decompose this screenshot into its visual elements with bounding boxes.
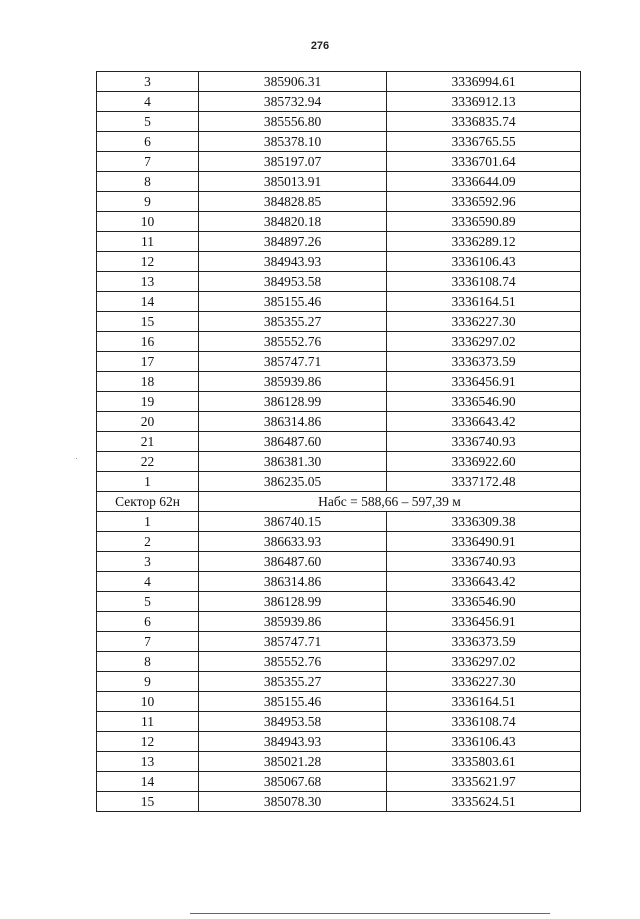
page-edge-line [190,913,550,914]
y-coordinate-cell: 3336309.38 [387,512,581,532]
y-coordinate-cell: 3336644.09 [387,172,581,192]
table-row [97,612,581,632]
point-number-cell: 3 [97,552,199,572]
point-number-cell: 5 [97,592,199,612]
table-row [97,392,581,412]
point-number-cell: 7 [97,152,199,172]
table-row [97,552,581,572]
x-coordinate-cell: 384953.58 [199,712,387,732]
table-row [97,412,581,432]
y-coordinate-cell: 3336740.93 [387,552,581,572]
point-number-cell: 19 [97,392,199,412]
x-coordinate-cell: 385732.94 [199,92,387,112]
table-row [97,452,581,472]
table-row [97,332,581,352]
x-coordinate-cell: 384953.58 [199,272,387,292]
table-row [97,172,581,192]
x-coordinate-cell: 386487.60 [199,552,387,572]
point-number-cell: 9 [97,192,199,212]
point-number-cell: 12 [97,252,199,272]
point-number-cell: 15 [97,792,199,812]
point-number-cell: 7 [97,632,199,652]
x-coordinate-cell: 386381.30 [199,452,387,472]
table-row [97,252,581,272]
point-number-cell: 10 [97,692,199,712]
x-coordinate-cell: 385747.71 [199,352,387,372]
x-coordinate-cell: 386487.60 [199,432,387,452]
x-coordinate-cell: 384820.18 [199,212,387,232]
point-number-cell: 21 [97,432,199,452]
table-row [97,152,581,172]
y-coordinate-cell: 3336108.74 [387,272,581,292]
point-number-cell: 13 [97,752,199,772]
y-coordinate-cell: 3336106.43 [387,252,581,272]
y-coordinate-cell: 3337172.48 [387,472,581,492]
x-coordinate-cell: 386235.05 [199,472,387,492]
sector-section [97,492,581,512]
coordinates-table [96,71,581,812]
y-coordinate-cell: 3335803.61 [387,752,581,772]
point-number-cell: 9 [97,672,199,692]
x-coordinate-cell: 385197.07 [199,152,387,172]
table-row [97,672,581,692]
sector-height-range: Набс = 588,66 – 597,39 м [199,492,581,512]
point-number-cell: 11 [97,232,199,252]
x-coordinate-cell: 386128.99 [199,392,387,412]
x-coordinate-cell: 386740.15 [199,512,387,532]
table-row [97,632,581,652]
x-coordinate-cell: 386314.86 [199,572,387,592]
point-number-cell: 13 [97,272,199,292]
y-coordinate-cell: 3336227.30 [387,312,581,332]
y-coordinate-cell: 3336701.64 [387,152,581,172]
point-number-cell: 10 [97,212,199,232]
x-coordinate-cell: 386314.86 [199,412,387,432]
y-coordinate-cell: 3336592.96 [387,192,581,212]
table-row [97,472,581,492]
table-row [97,772,581,792]
x-coordinate-cell: 386633.93 [199,532,387,552]
point-number-cell: 11 [97,712,199,732]
y-coordinate-cell: 3336765.55 [387,132,581,152]
point-number-cell: 18 [97,372,199,392]
x-coordinate-cell: 385378.10 [199,132,387,152]
x-coordinate-cell: 385021.28 [199,752,387,772]
y-coordinate-cell: 3336164.51 [387,292,581,312]
point-number-cell: 8 [97,652,199,672]
x-coordinate-cell: 385747.71 [199,632,387,652]
y-coordinate-cell: 3335621.97 [387,772,581,792]
table-row [97,572,581,592]
table-row [97,712,581,732]
x-coordinate-cell: 385013.91 [199,172,387,192]
table-row [97,272,581,292]
table-row [97,532,581,552]
point-number-cell: 16 [97,332,199,352]
x-coordinate-cell: 385155.46 [199,692,387,712]
y-coordinate-cell: 3335624.51 [387,792,581,812]
table-row [97,652,581,672]
table-row [97,112,581,132]
table-row [97,752,581,772]
point-number-cell: 2 [97,532,199,552]
table-row [97,192,581,212]
y-coordinate-cell: 3336297.02 [387,652,581,672]
page-number: 276 [310,40,330,52]
table-row [97,692,581,712]
y-coordinate-cell: 3336373.59 [387,352,581,372]
y-coordinate-cell: 3336490.91 [387,532,581,552]
y-coordinate-cell: 3336912.13 [387,92,581,112]
x-coordinate-cell: 385155.46 [199,292,387,312]
point-number-cell: 12 [97,732,199,752]
y-coordinate-cell: 3336164.51 [387,692,581,712]
y-coordinate-cell: 3336297.02 [387,332,581,352]
point-number-cell: 8 [97,172,199,192]
x-coordinate-cell: 385939.86 [199,612,387,632]
x-coordinate-cell: 386128.99 [199,592,387,612]
y-coordinate-cell: 3336590.89 [387,212,581,232]
table-row [97,72,581,92]
sector-label: Сектор 62н [97,492,199,512]
point-number-cell: 15 [97,312,199,332]
rows-before [97,72,581,492]
y-coordinate-cell: 3336108.74 [387,712,581,732]
y-coordinate-cell: 3336643.42 [387,412,581,432]
y-coordinate-cell: 3336106.43 [387,732,581,752]
x-coordinate-cell: 385556.80 [199,112,387,132]
table-row [97,92,581,112]
sector-header-row [97,492,581,512]
x-coordinate-cell: 385078.30 [199,792,387,812]
table-row [97,512,581,532]
point-number-cell: 4 [97,572,199,592]
y-coordinate-cell: 3336456.91 [387,372,581,392]
point-number-cell: 6 [97,132,199,152]
x-coordinate-cell: 384943.93 [199,252,387,272]
x-coordinate-cell: 385355.27 [199,672,387,692]
x-coordinate-cell: 384943.93 [199,732,387,752]
table-row [97,432,581,452]
table-row [97,232,581,252]
scan-speck [76,458,77,459]
y-coordinate-cell: 3336227.30 [387,672,581,692]
x-coordinate-cell: 384897.26 [199,232,387,252]
point-number-cell: 20 [97,412,199,432]
table-row [97,372,581,392]
point-number-cell: 14 [97,292,199,312]
y-coordinate-cell: 3336994.61 [387,72,581,92]
table-row [97,732,581,752]
y-coordinate-cell: 3336546.90 [387,392,581,412]
y-coordinate-cell: 3336922.60 [387,452,581,472]
table-row [97,212,581,232]
rows-after [97,512,581,812]
x-coordinate-cell: 385906.31 [199,72,387,92]
x-coordinate-cell: 385355.27 [199,312,387,332]
point-number-cell: 1 [97,472,199,492]
y-coordinate-cell: 3336373.59 [387,632,581,652]
x-coordinate-cell: 385067.68 [199,772,387,792]
y-coordinate-cell: 3336643.42 [387,572,581,592]
y-coordinate-cell: 3336456.91 [387,612,581,632]
table-row [97,792,581,812]
table-row [97,352,581,372]
table-row [97,592,581,612]
x-coordinate-cell: 384828.85 [199,192,387,212]
x-coordinate-cell: 385939.86 [199,372,387,392]
table-row [97,132,581,152]
x-coordinate-cell: 385552.76 [199,652,387,672]
y-coordinate-cell: 3336289.12 [387,232,581,252]
point-number-cell: 5 [97,112,199,132]
point-number-cell: 17 [97,352,199,372]
table-row [97,312,581,332]
point-number-cell: 4 [97,92,199,112]
point-number-cell: 1 [97,512,199,532]
y-coordinate-cell: 3336546.90 [387,592,581,612]
x-coordinate-cell: 385552.76 [199,332,387,352]
y-coordinate-cell: 3336835.74 [387,112,581,132]
y-coordinate-cell: 3336740.93 [387,432,581,452]
point-number-cell: 14 [97,772,199,792]
table-row [97,292,581,312]
point-number-cell: 6 [97,612,199,632]
point-number-cell: 3 [97,72,199,92]
point-number-cell: 22 [97,452,199,472]
